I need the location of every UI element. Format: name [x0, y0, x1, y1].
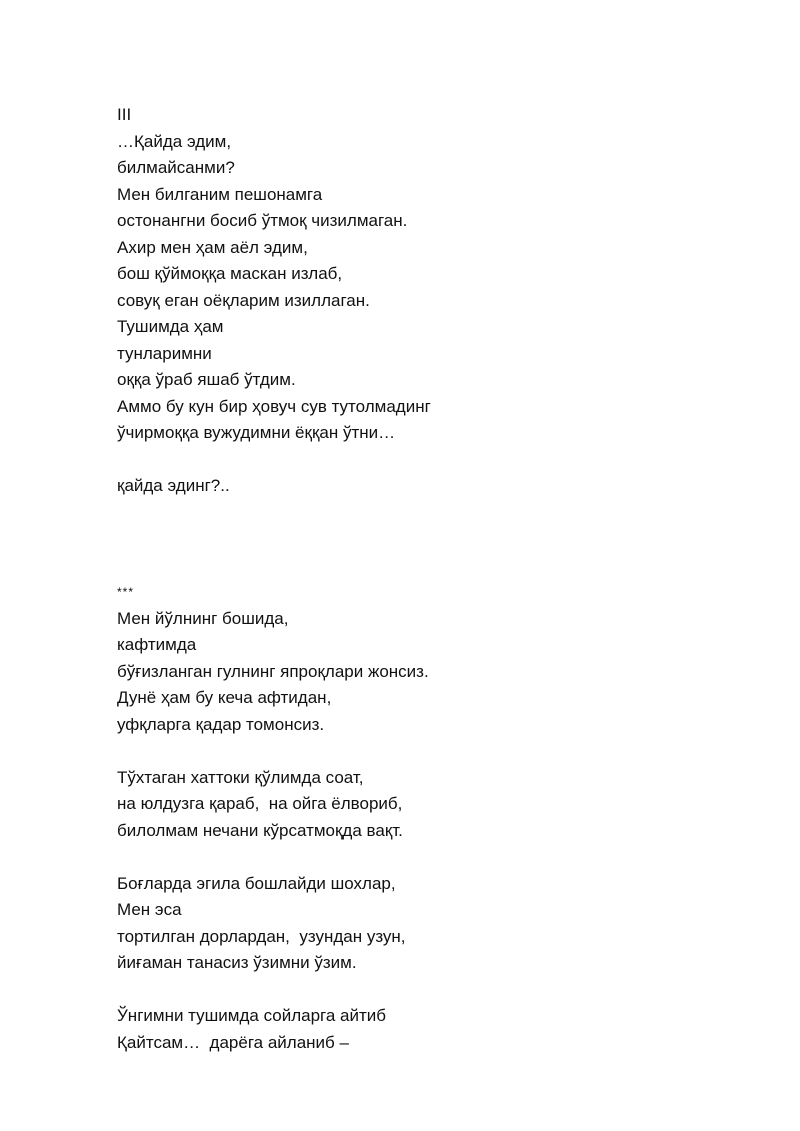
poem-line: совуқ еган оёқларим изиллаган.	[117, 290, 370, 310]
poem-line: тунларимни	[117, 343, 212, 363]
section-separator: ***	[117, 585, 135, 599]
poem-line: бўғизланган гулнинг япроқлари жонсиз.	[117, 661, 429, 681]
poem-line: Мен йўлнинг бошида,	[117, 608, 289, 628]
poem-line: кафтимда	[117, 635, 197, 654]
poem-line: Қайтсам… дарёга айланиб –	[117, 1032, 349, 1052]
blank-line	[117, 447, 757, 474]
poem-line: Дунё ҳам бу кеча афтидан,	[117, 688, 332, 707]
poem-line: бош қўймоққа маскан излаб,	[117, 264, 343, 283]
poem-line: Ўнгимни тушимда сойларга айтиб	[117, 1006, 387, 1025]
poem-line: Тўхтаган хаттоки қўлимда соат,	[117, 767, 364, 787]
poem-line: остонангни босиб ўтмоқ чизилмаган.	[117, 211, 408, 230]
poem-line: билмайсанми?	[117, 158, 235, 177]
poem-line: Аммо бу кун бир ҳовуч сув тутолмадинг	[117, 396, 431, 416]
poem-line: оққа ўраб яшаб ўтдим.	[117, 370, 296, 389]
poem-line: на юлдузга қараб, на ойга ёлвориб,	[117, 794, 403, 813]
poem-line: Тушимда ҳам	[117, 317, 224, 336]
poem-closing-line: қайда эдинг?..	[117, 476, 230, 495]
blank-line	[117, 738, 757, 765]
blank-line	[117, 977, 757, 1004]
blank-line	[117, 844, 757, 871]
poem-line: билолмам нечани кўрсатмоқда вақт.	[117, 820, 403, 840]
poem-line: Ахир мен ҳам аёл эдим,	[117, 237, 308, 257]
poem-line: Мен билганим пешонамга	[117, 184, 323, 204]
poem-line: Боғларда эгила бошлайди шохлар,	[117, 873, 396, 893]
poem-line: ўчирмоққа вужудимни ёққан ўтни…	[117, 423, 396, 442]
poem-text	[117, 102, 757, 1056]
poem-line: йиғаман танасиз ўзимни ўзим.	[117, 953, 357, 972]
section-spacer	[117, 500, 757, 580]
poem-line: уфқларга қадар томонсиз.	[117, 714, 325, 734]
poem-heading: III	[117, 105, 132, 124]
poem-line: Мен эса	[117, 900, 182, 919]
poem-line: …Қайда эдим,	[117, 131, 232, 151]
poem-line: тортилган дорлардан, узундан узун,	[117, 926, 406, 946]
